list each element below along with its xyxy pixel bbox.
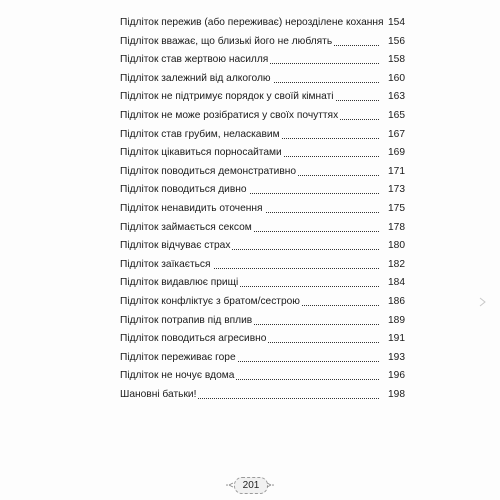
arrow-dots-left-icon bbox=[226, 482, 234, 488]
toc-entry bbox=[120, 330, 405, 349]
toc-entry bbox=[120, 88, 405, 107]
toc-entry bbox=[120, 163, 405, 182]
toc-entry-page: 180 bbox=[386, 237, 405, 256]
toc-entry-title: Підліток видавлює прищі bbox=[120, 274, 240, 293]
toc-entry-page: 191 bbox=[386, 330, 405, 349]
toc-entry bbox=[120, 219, 405, 238]
toc-entry-title: Підліток вважає, що близькі його не люблять bbox=[120, 33, 334, 52]
toc-entry bbox=[120, 237, 405, 256]
toc-entry-title: Підліток не може розібратися у своїх почуттях bbox=[120, 107, 340, 126]
toc-entry bbox=[120, 293, 405, 312]
toc-entry bbox=[120, 126, 405, 145]
toc-entry-title: Підліток заїкається bbox=[120, 256, 213, 275]
toc-entry-title: Підліток залежний від алкоголю bbox=[120, 70, 273, 89]
toc-entry-page: 186 bbox=[386, 293, 405, 312]
toc-entry-title: Підліток пережив (або переживає) нерозділене кохання bbox=[120, 14, 386, 33]
toc-entry-title: Підліток відчуває страх bbox=[120, 237, 232, 256]
toc-entry bbox=[120, 256, 405, 275]
toc-entry bbox=[120, 349, 405, 368]
toc-entry-page: 196 bbox=[386, 367, 405, 386]
toc-entry-page: 178 bbox=[386, 219, 405, 238]
toc-entry-title: Підліток займається сексом bbox=[120, 219, 254, 238]
toc-entry-page: 173 bbox=[386, 181, 405, 200]
toc-entry-page: 158 bbox=[386, 51, 405, 70]
toc-entry-title: Підліток став жертвою насилля bbox=[120, 51, 270, 70]
margin-mark bbox=[478, 296, 488, 308]
toc-entry-title: Підліток ненавидить оточення bbox=[120, 200, 265, 219]
toc-entry-title: Шановні батьки! bbox=[120, 386, 198, 405]
toc-entry bbox=[120, 107, 405, 126]
toc-entry-title: Підліток не підтримує порядок у своїй кімнаті bbox=[120, 88, 336, 107]
toc-entry-page: 184 bbox=[386, 274, 405, 293]
toc-entry-page: 163 bbox=[386, 88, 405, 107]
page-number-footer bbox=[226, 476, 274, 494]
toc-entry-page: 175 bbox=[386, 200, 405, 219]
toc-entry-page: 189 bbox=[386, 312, 405, 331]
toc-entry-page: 198 bbox=[386, 386, 405, 405]
toc-entry-page: 182 bbox=[386, 256, 405, 275]
toc-entry-title: Підліток поводиться агресивно bbox=[120, 330, 268, 349]
toc-entry-title: Підліток не ночує вдома bbox=[120, 367, 236, 386]
page-number: 201 bbox=[234, 477, 268, 494]
toc-entry-page: 165 bbox=[386, 107, 405, 126]
toc-entry bbox=[120, 367, 405, 386]
toc-entry-page: 193 bbox=[386, 349, 405, 368]
toc-entry bbox=[120, 274, 405, 293]
toc-entry-title: Підліток цікавиться порносайтами bbox=[120, 144, 284, 163]
toc-entry bbox=[120, 312, 405, 331]
toc-entry bbox=[120, 200, 405, 219]
toc-entry bbox=[120, 181, 405, 200]
table-of-contents bbox=[120, 14, 405, 404]
toc-entry-title: Підліток поводиться демонстративно bbox=[120, 163, 298, 182]
toc-entry bbox=[120, 51, 405, 70]
toc-entry bbox=[120, 14, 405, 33]
toc-entry-page: 169 bbox=[386, 144, 405, 163]
toc-entry-page: 156 bbox=[386, 33, 405, 52]
toc-entry-title: Підліток поводиться дивно bbox=[120, 181, 249, 200]
toc-entry bbox=[120, 70, 405, 89]
toc-entry bbox=[120, 386, 405, 405]
toc-entry bbox=[120, 33, 405, 52]
toc-entry-page: 154 bbox=[386, 14, 405, 33]
toc-entry bbox=[120, 144, 405, 163]
toc-entry-page: 160 bbox=[386, 70, 405, 89]
toc-entry-title: Підліток потрапив під вплив bbox=[120, 312, 254, 331]
toc-entry-page: 167 bbox=[386, 126, 405, 145]
toc-entry-title: Підліток став грубим, неласкавим bbox=[120, 126, 282, 145]
toc-entry-page: 171 bbox=[386, 163, 405, 182]
toc-entry-title: Підліток переживає горе bbox=[120, 349, 238, 368]
arrow-dots-right-icon bbox=[266, 482, 274, 488]
toc-entry-title: Підліток конфліктує з братом/сестрою bbox=[120, 293, 302, 312]
